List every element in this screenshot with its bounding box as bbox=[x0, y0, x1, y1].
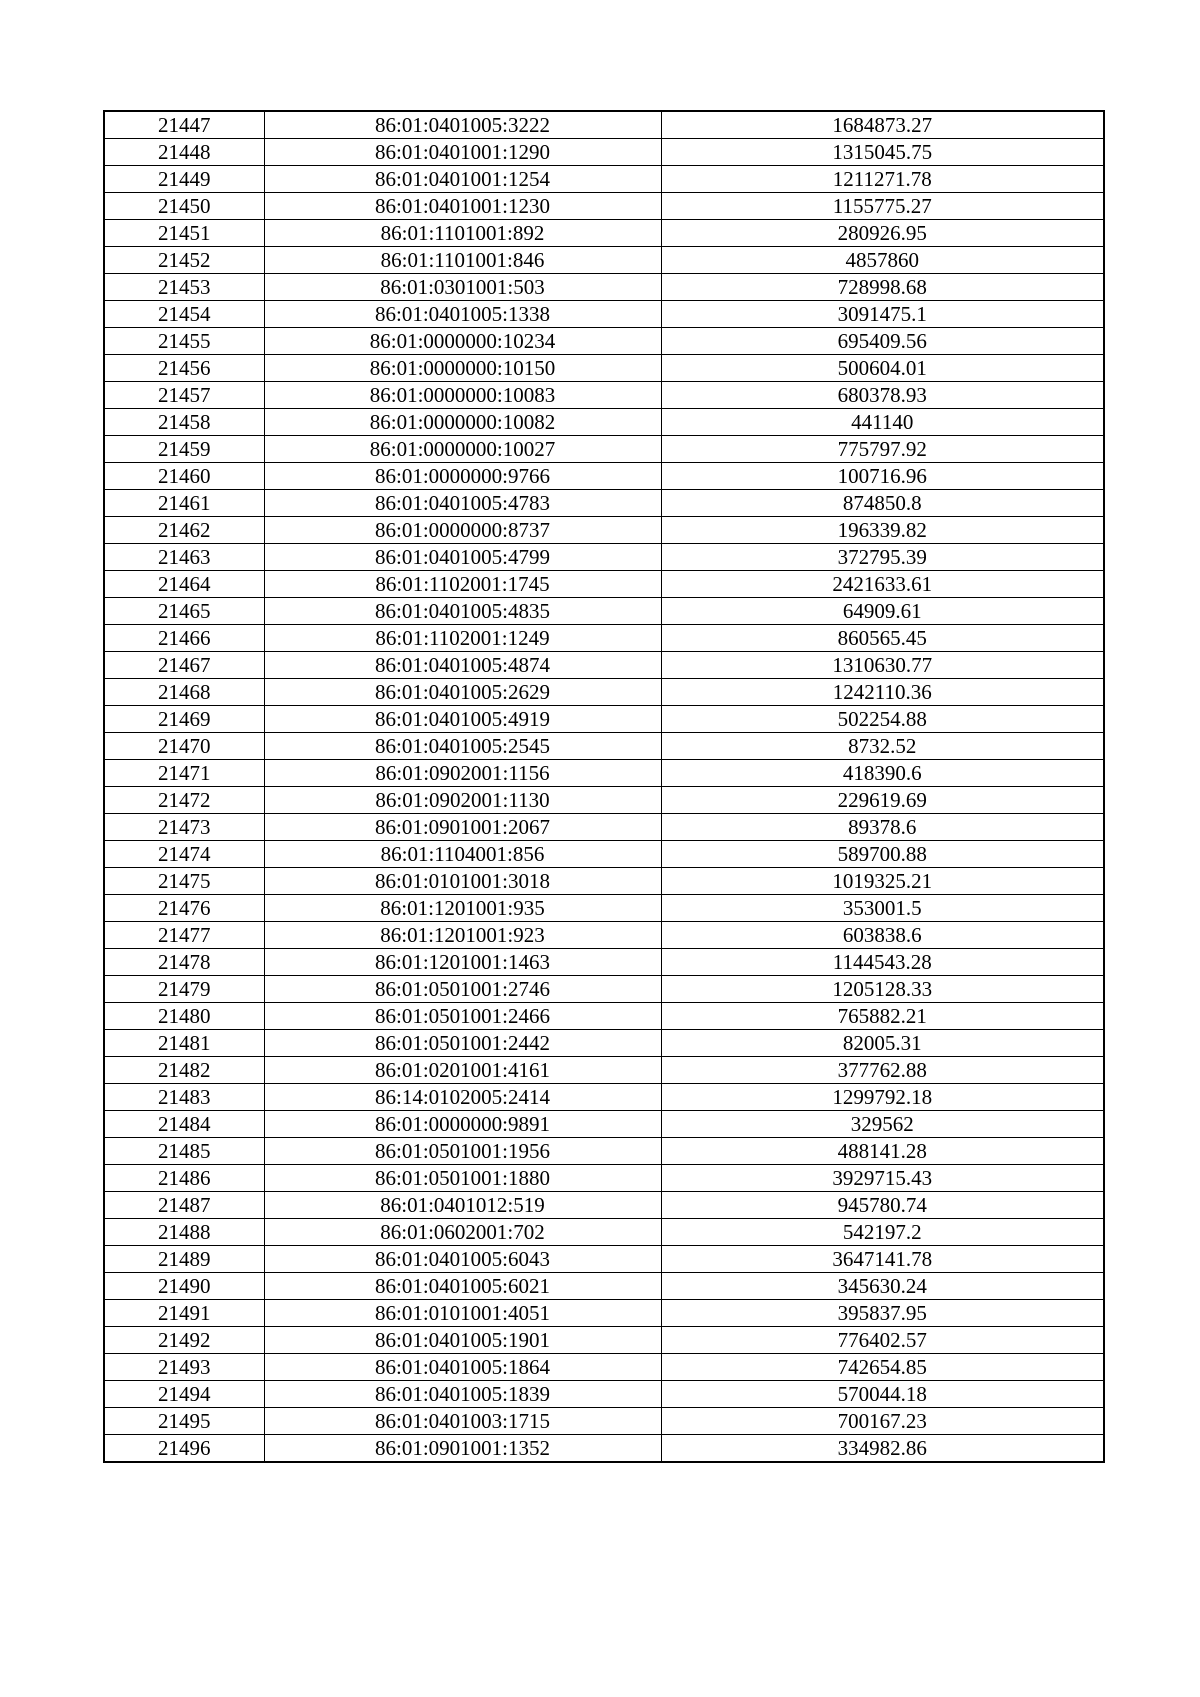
table-row bbox=[104, 1192, 1104, 1219]
cadastral-value-cell: 1310630.77 bbox=[661, 652, 1104, 679]
table-row bbox=[104, 436, 1104, 463]
row-number-cell: 21469 bbox=[104, 706, 264, 733]
cadastral-number-cell: 86:01:0401005:6021 bbox=[264, 1273, 661, 1300]
row-number-cell: 21455 bbox=[104, 328, 264, 355]
cadastral-value-table bbox=[103, 110, 1105, 1463]
table-row bbox=[104, 247, 1104, 274]
cadastral-number-cell: 86:01:0101001:3018 bbox=[264, 868, 661, 895]
cadastral-number-cell: 86:01:0902001:1130 bbox=[264, 787, 661, 814]
table-row bbox=[104, 1273, 1104, 1300]
cadastral-value-cell: 100716.96 bbox=[661, 463, 1104, 490]
cadastral-value-cell: 1211271.78 bbox=[661, 166, 1104, 193]
table-row bbox=[104, 733, 1104, 760]
table-row bbox=[104, 1165, 1104, 1192]
cadastral-number-cell: 86:01:0000000:8737 bbox=[264, 517, 661, 544]
table-row bbox=[104, 787, 1104, 814]
cadastral-number-cell: 86:01:1102001:1745 bbox=[264, 571, 661, 598]
cadastral-number-cell: 86:01:0501001:2746 bbox=[264, 976, 661, 1003]
cadastral-value-cell: 1019325.21 bbox=[661, 868, 1104, 895]
table-row bbox=[104, 1381, 1104, 1408]
table-row bbox=[104, 463, 1104, 490]
table-body bbox=[104, 111, 1104, 1462]
row-number-cell: 21461 bbox=[104, 490, 264, 517]
table-row bbox=[104, 111, 1104, 139]
cadastral-number-cell: 86:01:0401005:3222 bbox=[264, 111, 661, 139]
row-number-cell: 21490 bbox=[104, 1273, 264, 1300]
row-number-cell: 21452 bbox=[104, 247, 264, 274]
row-number-cell: 21474 bbox=[104, 841, 264, 868]
table-row bbox=[104, 1354, 1104, 1381]
cadastral-number-cell: 86:01:1102001:1249 bbox=[264, 625, 661, 652]
cadastral-number-cell: 86:01:0401001:1254 bbox=[264, 166, 661, 193]
cadastral-number-cell: 86:01:0901001:2067 bbox=[264, 814, 661, 841]
table-row bbox=[104, 490, 1104, 517]
table-row bbox=[104, 1111, 1104, 1138]
table-row bbox=[104, 625, 1104, 652]
row-number-cell: 21463 bbox=[104, 544, 264, 571]
cadastral-number-cell: 86:01:0301001:503 bbox=[264, 274, 661, 301]
table-row bbox=[104, 1246, 1104, 1273]
cadastral-number-cell: 86:01:0401005:4783 bbox=[264, 490, 661, 517]
table-row bbox=[104, 949, 1104, 976]
cadastral-value-cell: 3091475.1 bbox=[661, 301, 1104, 328]
row-number-cell: 21495 bbox=[104, 1408, 264, 1435]
table-row bbox=[104, 1327, 1104, 1354]
table-row bbox=[104, 760, 1104, 787]
cadastral-number-cell: 86:01:0401005:4919 bbox=[264, 706, 661, 733]
cadastral-value-cell: 1205128.33 bbox=[661, 976, 1104, 1003]
row-number-cell: 21462 bbox=[104, 517, 264, 544]
row-number-cell: 21459 bbox=[104, 436, 264, 463]
cadastral-number-cell: 86:01:0401003:1715 bbox=[264, 1408, 661, 1435]
row-number-cell: 21450 bbox=[104, 193, 264, 220]
table-row bbox=[104, 1084, 1104, 1111]
cadastral-number-cell: 86:01:0401005:4874 bbox=[264, 652, 661, 679]
row-number-cell: 21479 bbox=[104, 976, 264, 1003]
cadastral-value-cell: 229619.69 bbox=[661, 787, 1104, 814]
row-number-cell: 21453 bbox=[104, 274, 264, 301]
cadastral-number-cell: 86:01:0000000:10234 bbox=[264, 328, 661, 355]
row-number-cell: 21460 bbox=[104, 463, 264, 490]
table-row bbox=[104, 1003, 1104, 1030]
cadastral-value-cell: 329562 bbox=[661, 1111, 1104, 1138]
row-number-cell: 21476 bbox=[104, 895, 264, 922]
cadastral-number-cell: 86:01:0401005:4835 bbox=[264, 598, 661, 625]
cadastral-number-cell: 86:01:0000000:10150 bbox=[264, 355, 661, 382]
row-number-cell: 21485 bbox=[104, 1138, 264, 1165]
row-number-cell: 21496 bbox=[104, 1435, 264, 1463]
row-number-cell: 21488 bbox=[104, 1219, 264, 1246]
cadastral-value-cell: 395837.95 bbox=[661, 1300, 1104, 1327]
table-row bbox=[104, 220, 1104, 247]
row-number-cell: 21480 bbox=[104, 1003, 264, 1030]
table-row bbox=[104, 706, 1104, 733]
table-row bbox=[104, 868, 1104, 895]
cadastral-number-cell: 86:01:0401001:1290 bbox=[264, 139, 661, 166]
cadastral-value-cell: 8732.52 bbox=[661, 733, 1104, 760]
row-number-cell: 21482 bbox=[104, 1057, 264, 1084]
cadastral-number-cell: 86:01:0401005:2629 bbox=[264, 679, 661, 706]
cadastral-value-cell: 196339.82 bbox=[661, 517, 1104, 544]
cadastral-value-cell: 742654.85 bbox=[661, 1354, 1104, 1381]
table-row bbox=[104, 922, 1104, 949]
cadastral-value-cell: 1242110.36 bbox=[661, 679, 1104, 706]
row-number-cell: 21477 bbox=[104, 922, 264, 949]
table-row bbox=[104, 328, 1104, 355]
table-row bbox=[104, 571, 1104, 598]
row-number-cell: 21456 bbox=[104, 355, 264, 382]
table-row bbox=[104, 1435, 1104, 1463]
row-number-cell: 21483 bbox=[104, 1084, 264, 1111]
cadastral-number-cell: 86:01:0201001:4161 bbox=[264, 1057, 661, 1084]
cadastral-number-cell: 86:01:0401005:1839 bbox=[264, 1381, 661, 1408]
cadastral-number-cell: 86:01:0000000:10082 bbox=[264, 409, 661, 436]
row-number-cell: 21465 bbox=[104, 598, 264, 625]
row-number-cell: 21487 bbox=[104, 1192, 264, 1219]
row-number-cell: 21468 bbox=[104, 679, 264, 706]
cadastral-number-cell: 86:01:0401005:6043 bbox=[264, 1246, 661, 1273]
row-number-cell: 21467 bbox=[104, 652, 264, 679]
row-number-cell: 21466 bbox=[104, 625, 264, 652]
row-number-cell: 21478 bbox=[104, 949, 264, 976]
table-row bbox=[104, 1300, 1104, 1327]
cadastral-value-cell: 89378.6 bbox=[661, 814, 1104, 841]
cadastral-number-cell: 86:01:1201001:1463 bbox=[264, 949, 661, 976]
row-number-cell: 21481 bbox=[104, 1030, 264, 1057]
cadastral-number-cell: 86:01:0501001:2442 bbox=[264, 1030, 661, 1057]
cadastral-value-cell: 502254.88 bbox=[661, 706, 1104, 733]
cadastral-value-cell: 372795.39 bbox=[661, 544, 1104, 571]
cadastral-value-cell: 441140 bbox=[661, 409, 1104, 436]
table-row bbox=[104, 841, 1104, 868]
cadastral-value-cell: 1315045.75 bbox=[661, 139, 1104, 166]
cadastral-value-cell: 500604.01 bbox=[661, 355, 1104, 382]
cadastral-value-cell: 695409.56 bbox=[661, 328, 1104, 355]
cadastral-value-cell: 3647141.78 bbox=[661, 1246, 1104, 1273]
cadastral-value-cell: 775797.92 bbox=[661, 436, 1104, 463]
cadastral-value-cell: 542197.2 bbox=[661, 1219, 1104, 1246]
cadastral-number-cell: 86:01:1101001:846 bbox=[264, 247, 661, 274]
cadastral-value-cell: 64909.61 bbox=[661, 598, 1104, 625]
row-number-cell: 21458 bbox=[104, 409, 264, 436]
table-row bbox=[104, 1138, 1104, 1165]
row-number-cell: 21464 bbox=[104, 571, 264, 598]
table-row bbox=[104, 814, 1104, 841]
row-number-cell: 21447 bbox=[104, 111, 264, 139]
cadastral-value-cell: 603838.6 bbox=[661, 922, 1104, 949]
cadastral-value-cell: 4857860 bbox=[661, 247, 1104, 274]
cadastral-value-cell: 280926.95 bbox=[661, 220, 1104, 247]
row-number-cell: 21492 bbox=[104, 1327, 264, 1354]
cadastral-value-cell: 377762.88 bbox=[661, 1057, 1104, 1084]
row-number-cell: 21473 bbox=[104, 814, 264, 841]
table-row bbox=[104, 517, 1104, 544]
table-row bbox=[104, 1030, 1104, 1057]
cadastral-number-cell: 86:01:1201001:935 bbox=[264, 895, 661, 922]
cadastral-value-cell: 2421633.61 bbox=[661, 571, 1104, 598]
cadastral-value-cell: 3929715.43 bbox=[661, 1165, 1104, 1192]
table-row bbox=[104, 895, 1104, 922]
row-number-cell: 21484 bbox=[104, 1111, 264, 1138]
row-number-cell: 21471 bbox=[104, 760, 264, 787]
cadastral-value-cell: 728998.68 bbox=[661, 274, 1104, 301]
cadastral-number-cell: 86:01:0000000:10027 bbox=[264, 436, 661, 463]
cadastral-number-cell: 86:01:1104001:856 bbox=[264, 841, 661, 868]
row-number-cell: 21449 bbox=[104, 166, 264, 193]
row-number-cell: 21470 bbox=[104, 733, 264, 760]
row-number-cell: 21472 bbox=[104, 787, 264, 814]
table-row bbox=[104, 544, 1104, 571]
table-row bbox=[104, 976, 1104, 1003]
row-number-cell: 21454 bbox=[104, 301, 264, 328]
cadastral-value-cell: 860565.45 bbox=[661, 625, 1104, 652]
cadastral-number-cell: 86:01:0401001:1230 bbox=[264, 193, 661, 220]
cadastral-number-cell: 86:01:0401005:4799 bbox=[264, 544, 661, 571]
row-number-cell: 21451 bbox=[104, 220, 264, 247]
row-number-cell: 21491 bbox=[104, 1300, 264, 1327]
table-row bbox=[104, 274, 1104, 301]
cadastral-number-cell: 86:01:1101001:892 bbox=[264, 220, 661, 247]
cadastral-number-cell: 86:01:0000000:10083 bbox=[264, 382, 661, 409]
cadastral-number-cell: 86:01:0501001:2466 bbox=[264, 1003, 661, 1030]
row-number-cell: 21448 bbox=[104, 139, 264, 166]
cadastral-number-cell: 86:01:0501001:1956 bbox=[264, 1138, 661, 1165]
cadastral-number-cell: 86:01:0602001:702 bbox=[264, 1219, 661, 1246]
cadastral-number-cell: 86:01:0401005:1864 bbox=[264, 1354, 661, 1381]
table-row bbox=[104, 1219, 1104, 1246]
cadastral-number-cell: 86:01:0501001:1880 bbox=[264, 1165, 661, 1192]
cadastral-number-cell: 86:01:0000000:9766 bbox=[264, 463, 661, 490]
cadastral-value-cell: 1144543.28 bbox=[661, 949, 1104, 976]
row-number-cell: 21494 bbox=[104, 1381, 264, 1408]
table-row bbox=[104, 1408, 1104, 1435]
cadastral-value-cell: 488141.28 bbox=[661, 1138, 1104, 1165]
cadastral-value-cell: 345630.24 bbox=[661, 1273, 1104, 1300]
table-row bbox=[104, 139, 1104, 166]
table-row bbox=[104, 166, 1104, 193]
cadastral-number-cell: 86:01:0401005:2545 bbox=[264, 733, 661, 760]
row-number-cell: 21489 bbox=[104, 1246, 264, 1273]
table-row bbox=[104, 355, 1104, 382]
cadastral-value-cell: 1299792.18 bbox=[661, 1084, 1104, 1111]
cadastral-value-cell: 334982.86 bbox=[661, 1435, 1104, 1463]
table-row bbox=[104, 1057, 1104, 1084]
row-number-cell: 21486 bbox=[104, 1165, 264, 1192]
row-number-cell: 21457 bbox=[104, 382, 264, 409]
cadastral-value-cell: 1684873.27 bbox=[661, 111, 1104, 139]
row-number-cell: 21493 bbox=[104, 1354, 264, 1381]
table-row bbox=[104, 652, 1104, 679]
cadastral-number-cell: 86:01:0902001:1156 bbox=[264, 760, 661, 787]
cadastral-value-cell: 570044.18 bbox=[661, 1381, 1104, 1408]
table-row bbox=[104, 301, 1104, 328]
cadastral-number-cell: 86:01:0000000:9891 bbox=[264, 1111, 661, 1138]
cadastral-number-cell: 86:01:0401005:1901 bbox=[264, 1327, 661, 1354]
cadastral-value-cell: 765882.21 bbox=[661, 1003, 1104, 1030]
table-row bbox=[104, 409, 1104, 436]
cadastral-number-cell: 86:01:0901001:1352 bbox=[264, 1435, 661, 1463]
table-row bbox=[104, 598, 1104, 625]
cadastral-value-cell: 776402.57 bbox=[661, 1327, 1104, 1354]
cadastral-value-cell: 874850.8 bbox=[661, 490, 1104, 517]
cadastral-value-cell: 1155775.27 bbox=[661, 193, 1104, 220]
cadastral-number-cell: 86:14:0102005:2414 bbox=[264, 1084, 661, 1111]
cadastral-value-cell: 945780.74 bbox=[661, 1192, 1104, 1219]
cadastral-number-cell: 86:01:0401005:1338 bbox=[264, 301, 661, 328]
table-row bbox=[104, 382, 1104, 409]
cadastral-value-cell: 82005.31 bbox=[661, 1030, 1104, 1057]
table-row bbox=[104, 193, 1104, 220]
cadastral-number-cell: 86:01:1201001:923 bbox=[264, 922, 661, 949]
row-number-cell: 21475 bbox=[104, 868, 264, 895]
table-row bbox=[104, 679, 1104, 706]
cadastral-number-cell: 86:01:0401012:519 bbox=[264, 1192, 661, 1219]
cadastral-value-cell: 418390.6 bbox=[661, 760, 1104, 787]
cadastral-value-cell: 680378.93 bbox=[661, 382, 1104, 409]
cadastral-value-cell: 700167.23 bbox=[661, 1408, 1104, 1435]
cadastral-value-cell: 353001.5 bbox=[661, 895, 1104, 922]
cadastral-value-cell: 589700.88 bbox=[661, 841, 1104, 868]
cadastral-number-cell: 86:01:0101001:4051 bbox=[264, 1300, 661, 1327]
